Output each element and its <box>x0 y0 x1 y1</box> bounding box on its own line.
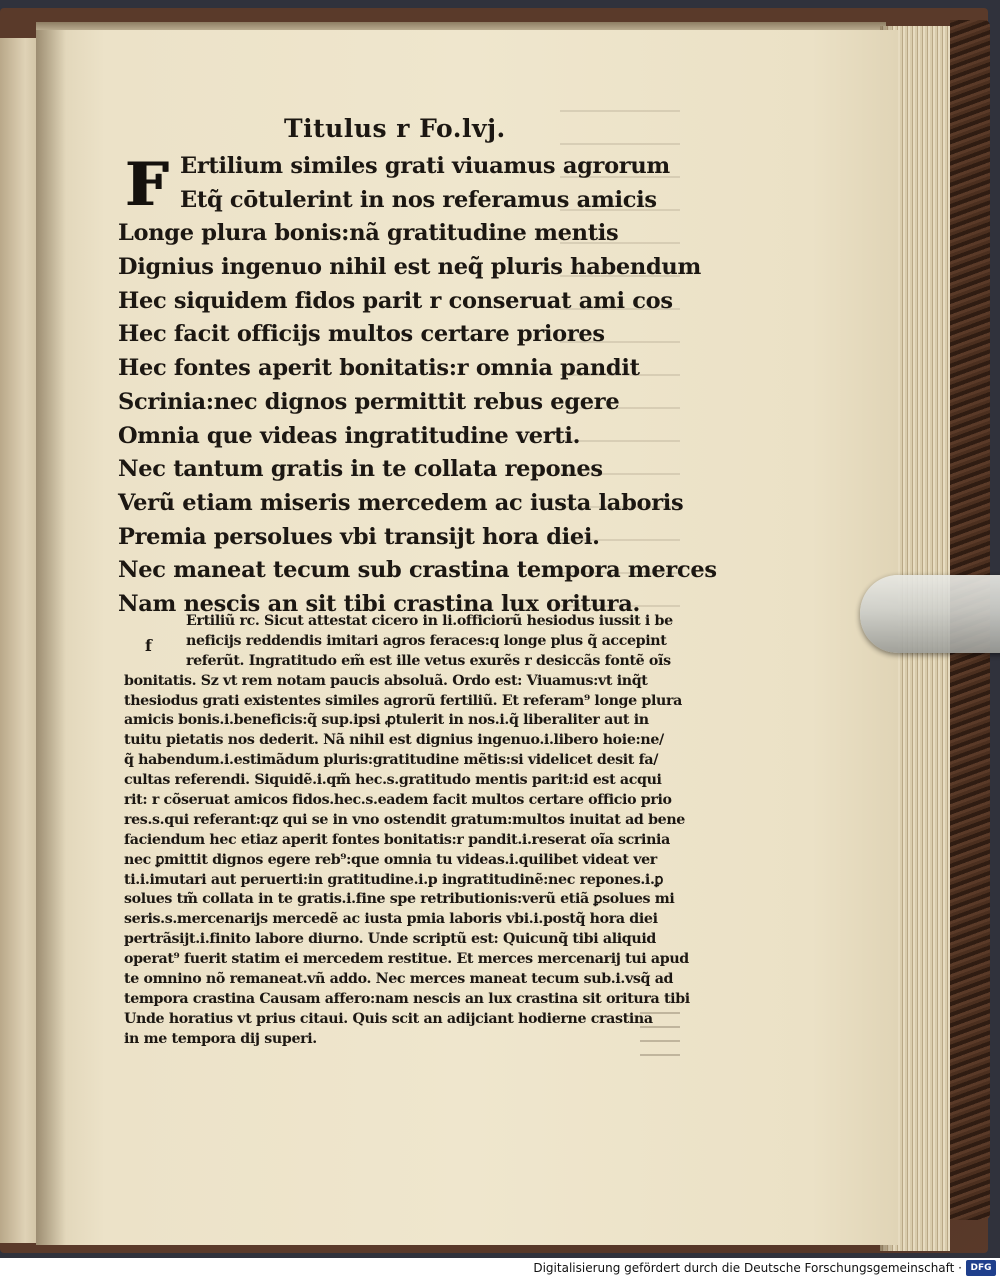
verse-line: Verũ etiam miseris mercedem ac iusta laboris <box>118 489 684 516</box>
commentary-line: ti.i.imutari aut peruerti:in gratitudine.i.p ingratitudinẽ:nec repones.i.ꝑ <box>124 871 664 888</box>
commentary-line: Unde horatius vt prius citaui. Quis scit an adijciant hodierne crastina <box>124 1010 653 1027</box>
page-gutter <box>36 30 66 1245</box>
verse-line: Nec tantum gratis in te collata repones <box>118 456 603 483</box>
faded-marks <box>640 1012 680 1062</box>
commentary-line: referũt. Ingratitudo em̃ est ille vetus exurẽs r desiccãs fontẽ oĩs <box>186 652 671 669</box>
commentary-initial: f <box>145 636 152 655</box>
verse-line: Etq̃ cōtulerint in nos referamus amicis <box>180 186 657 213</box>
commentary-line: neficijs reddendis imitari agros feraces:q longe plus q̃ accepint <box>186 632 667 649</box>
commentary-line: rit: r cõseruat amicos fidos.hec.s.eadem facit multos certare officio prio <box>124 792 672 809</box>
commentary-block <box>124 612 690 1050</box>
verse-line: Omnia que videas ingratitudine verti. <box>118 422 581 449</box>
commentary-line: thesiodus grati existentes similes agrorũ fertiliũ. Et referam⁹ longe plura <box>124 692 682 709</box>
commentary-line: tuitu pietatis nos dederit. Nã nihil est dignius ingenuo.i.libero hoie:ne/ <box>124 732 664 749</box>
verse-line: Hec siquidem fidos parit r conseruat ami cos <box>118 287 673 314</box>
commentary-line: res.s.qui referant:qz qui se in vno ostendit gratum:multos inuitat ad bene <box>124 811 685 828</box>
commentary-line: q̃ habendum.i.estimãdum pluris:gratitudine mẽtis:si videlicet desit fa/ <box>124 752 659 769</box>
commentary-line: pertrãsijt.i.finito labore diurno. Unde scriptũ est: Quicunq̃ tibi aliquid <box>124 931 656 948</box>
commentary-line: faciendum hec etiaz aperit fontes bonitatis:r pandit.i.reserat oĩa scrinia <box>124 831 670 848</box>
verse-line: Ertilium similes grati viuamus agrorum <box>180 153 670 179</box>
verse-line: Nam nescis an sit tibi crastina lux oritura. <box>118 590 641 617</box>
commentary-line: amicis bonis.i.beneficis:q̃ sup.ipsi ꝓtulerit in nos.i.q̃ liberaliter aut in <box>124 712 649 729</box>
page-marker-clip <box>860 575 1000 653</box>
commentary-line: seris.s.mercenarijs mercedẽ ac iusta pmia laboris vbi.i.postq̃ hora diei <box>124 911 658 928</box>
verse-line: Dignius ingenuo nihil est neq̃ pluris habendum <box>118 254 701 281</box>
drop-cap: F <box>125 150 169 220</box>
commentary-line: te omnino nõ remaneat.vñ addo. Nec merces maneat tecum sub.i.vsq̃ ad <box>124 971 674 988</box>
commentary-line: tempora crastina Causam affero:nam nescis an lux crastina sit oritura tibi <box>124 990 690 1007</box>
commentary-line: in me tempora dij superi. <box>124 1030 317 1047</box>
commentary-line: Ertiliũ rc. Sicut attestat cicero in li.officiorũ hesiodus iussit i be <box>186 613 673 629</box>
verse-line: Longe plura bonis:nã gratitudine mentis <box>118 220 619 247</box>
verse-line: Premia persolues vbi transijt hora diei. <box>118 523 600 550</box>
verse-line: Scrinia:nec dignos permittit rebus egere <box>118 388 620 415</box>
verse-block <box>118 150 717 622</box>
verse-line: Hec fontes aperit bonitatis:r omnia pandit <box>118 355 640 382</box>
footer-bar <box>0 1258 1000 1279</box>
commentary-line: nec ꝑmittit dignos egere reb⁹:que omnia tu videas.i.quilibet videat ver <box>124 851 657 868</box>
commentary-line: operat⁹ fuerit statim ei mercedem restitue. Et merces mercenarij tui apud <box>124 951 689 968</box>
commentary-line: solues tm̃ collata in te gratis.i.fine spe retributionis:verũ etiã ꝑsolues mi <box>124 891 675 908</box>
commentary-line: cultas referendi. Siquidẽ.i.qm̃ hec.s.gratitudo mentis parit:id est acqui <box>124 772 662 789</box>
footer-credit: Digitalisierung gefördert durch die Deutsche Forschungsgemeinschaft · <box>533 1261 962 1275</box>
verse-line: Nec maneat tecum sub crastina tempora merces <box>118 557 717 584</box>
commentary-line: bonitatis. Sz vt rem notam paucis absoluã. Ordo est: Viuamus:vt inq̃t <box>124 672 648 689</box>
verse-line: Hec facit officijs multos certare priores <box>118 321 605 348</box>
dfg-logo: DFG <box>966 1260 996 1276</box>
page-heading: Titulus r Fo.lvj. <box>284 114 506 143</box>
